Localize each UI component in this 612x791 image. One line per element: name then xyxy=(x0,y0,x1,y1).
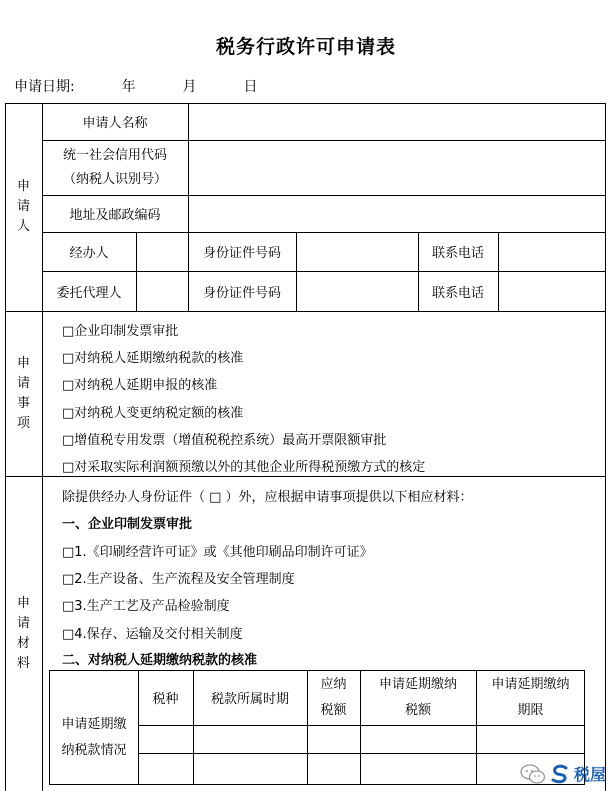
date-label: 申请日期: xyxy=(14,79,75,95)
material-item-2[interactable]: □2.生产设备、生产流程及安全管理制度 xyxy=(62,572,295,587)
matter-option-2[interactable]: □对纳税人延期缴纳税款的核准 xyxy=(62,351,244,366)
date-day: 日 xyxy=(243,79,258,95)
handler-phone-label: 联系电话 xyxy=(431,246,484,261)
matter-option-6[interactable]: □对采取实际利润额预缴以外的其他企业所得税预缴方式的核定 xyxy=(62,460,426,475)
materials-heading-1: 一、企业印制发票审批 xyxy=(62,517,193,532)
wechat-icon xyxy=(520,763,546,785)
date-year: 年 xyxy=(121,79,136,95)
agent-name-field[interactable] xyxy=(137,272,188,311)
form-title: 税务行政许可申请表 xyxy=(215,36,396,58)
material-item-1[interactable]: □1.《印刷经营许可证》或《其他印刷品印制许可证》 xyxy=(62,545,373,560)
date-month: 月 xyxy=(182,79,197,95)
watermark-text: 税屋 xyxy=(573,765,606,784)
materials-section-label: 申 请 材 料 xyxy=(16,595,30,671)
watermark xyxy=(520,762,606,785)
logo-s-icon xyxy=(550,764,570,784)
material-item-3[interactable]: □3.生产工艺及产品检验制度 xyxy=(62,599,230,614)
applicant-section-label: 申 请 人 xyxy=(16,179,30,234)
col-defer-amount: 申请延期缴纳 税额 xyxy=(378,676,457,718)
applicant-name-label: 申请人名称 xyxy=(82,116,148,131)
handler-id-label: 身份证件号码 xyxy=(202,246,281,261)
applicant-name-field[interactable] xyxy=(189,104,605,140)
credit-code-field[interactable] xyxy=(189,141,605,195)
col-tax-type: 税种 xyxy=(152,692,179,707)
matter-option-5[interactable]: □增值税专用发票（增值税税控系统）最高开票限额审批 xyxy=(62,433,387,448)
handler-phone-field[interactable] xyxy=(499,233,605,271)
deferral-row-label: 申请延期缴 纳税款情况 xyxy=(61,716,127,758)
address-field[interactable] xyxy=(189,196,605,232)
col-tax-due: 应纳 税额 xyxy=(320,676,347,718)
handler-id-field[interactable] xyxy=(297,233,418,271)
matters-section-label: 申 请 事 项 xyxy=(16,355,30,431)
handler-label: 经办人 xyxy=(69,246,109,261)
handler-name-field[interactable] xyxy=(137,233,188,271)
address-label: 地址及邮政编码 xyxy=(69,208,161,223)
credit-code-label: 统一社会信用代码 （纳税人识别号） xyxy=(62,147,167,187)
application-date xyxy=(14,76,257,96)
matter-option-4[interactable]: □对纳税人变更纳税定额的核准 xyxy=(62,406,244,421)
matter-option-3[interactable]: □对纳税人延期申报的核准 xyxy=(62,378,218,393)
col-defer-term: 申请延期缴纳 期限 xyxy=(491,676,570,718)
col-tax-period: 税款所属时期 xyxy=(210,692,289,707)
materials-intro: 除提供经办人身份证件（ □ ）外，应根据申请事项提供以下相应材料： xyxy=(62,490,473,505)
matter-option-1[interactable]: □企业印制发票审批 xyxy=(62,324,179,339)
agent-label: 委托代理人 xyxy=(56,285,122,301)
agent-id-label: 身份证件号码 xyxy=(202,285,281,301)
material-item-4[interactable]: □4.保存、运输及交付相关制度 xyxy=(62,627,243,642)
agent-phone-label: 联系电话 xyxy=(431,285,484,301)
agent-id-field[interactable] xyxy=(297,272,418,311)
materials-heading-2: 二、对纳税人延期缴纳税款的核准 xyxy=(62,653,258,668)
agent-phone-field[interactable] xyxy=(499,272,605,311)
